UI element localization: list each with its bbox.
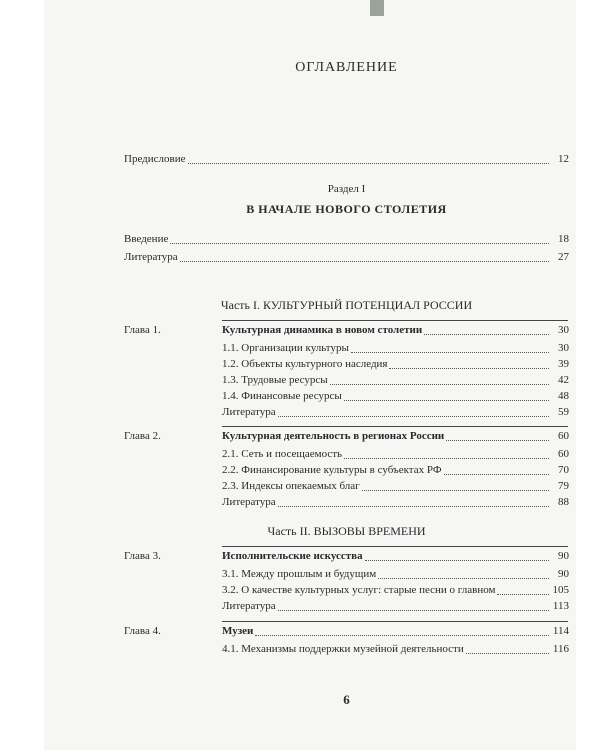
toc-entry: 1.2. Объекты культурного наследия 39 — [222, 358, 569, 370]
toc-entry-literature: Литература 27 — [124, 251, 569, 263]
toc-chapter: Глава 1. Культурная динамика в новом столетии 30 — [124, 324, 569, 336]
toc-chapter: Глава 4. Музеи 114 — [124, 625, 569, 637]
part-title: Часть II. ВЫЗОВЫ ВРЕМЕНИ — [267, 524, 426, 538]
toc-entry-intro: Введение 18 — [124, 233, 569, 245]
section-label: Раздел I — [327, 183, 366, 195]
toc-entry: 1.1. Организации культуры 30 — [222, 342, 569, 354]
section-title: В НАЧАЛЕ НОВОГО СТОЛЕТИЯ — [246, 202, 447, 216]
toc-entry: Литература 59 — [222, 406, 569, 418]
bookmark-tab — [370, 0, 384, 16]
book-page — [44, 0, 576, 750]
toc-entry: 2.2. Финансирование культуры в субъектах РФ 70 — [222, 464, 569, 476]
toc-entry: Литература 113 — [222, 600, 569, 612]
toc-entry: 3.2. О качестве культурных услуг: старые песни о главном 105 — [222, 584, 569, 596]
toc-entry: 3.1. Между прошлым и будущим 90 — [222, 568, 569, 580]
toc-title: ОГЛАВЛЕНИЕ — [295, 60, 398, 75]
toc-entry: 2.1. Сеть и посещаемость 60 — [222, 448, 569, 460]
part-title: Часть I. КУЛЬТУРНЫЙ ПОТЕНЦИАЛ РОССИИ — [220, 298, 473, 312]
toc-entry: Литература 88 — [222, 496, 569, 508]
page-number: 6 — [343, 692, 350, 707]
toc-entry: 1.4. Финансовые ресурсы 48 — [222, 390, 569, 402]
toc-entry: 4.1. Механизмы поддержки музейной деятельности 116 — [222, 643, 569, 655]
toc-chapter: Глава 2. Культурная деятельность в регионах России 60 — [124, 430, 569, 442]
toc-entry: 1.3. Трудовые ресурсы 42 — [222, 374, 569, 386]
toc-entry: 2.3. Индексы опекаемых благ 79 — [222, 480, 569, 492]
toc-entry-preface: Предисловие 12 — [124, 153, 569, 165]
toc-chapter: Глава 3. Исполнительские искусства 90 — [124, 550, 569, 562]
